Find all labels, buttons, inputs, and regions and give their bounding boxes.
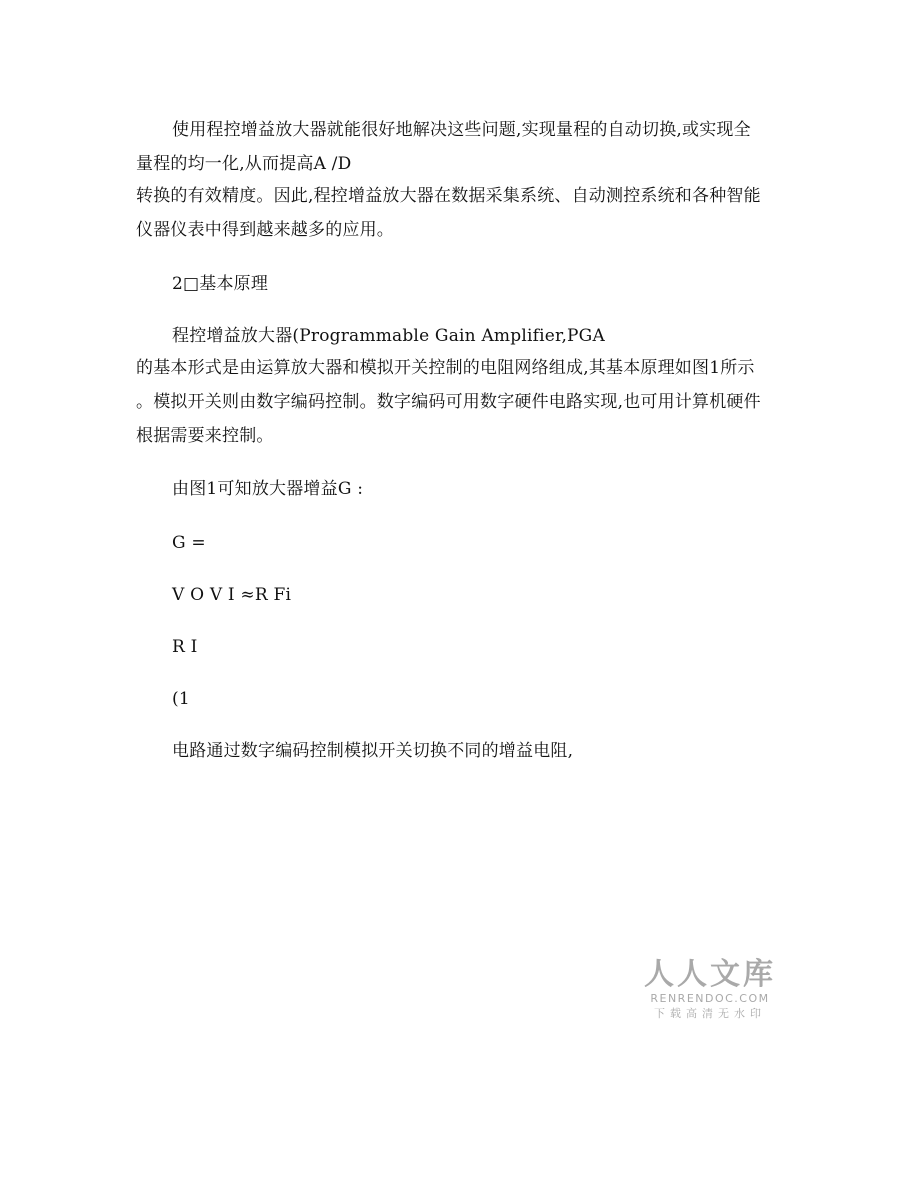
paragraph-line: 转换的有效精度。因此,程控增益放大器在数据采集系统、自动测控系统和各种智能 [136, 186, 761, 206]
watermark-title: 人人文库 [644, 957, 776, 992]
paragraph-line: 使用程控增益放大器就能很好地解决这些问题,实现量程的自动切换,或实现全 [172, 120, 751, 140]
formula-line: R I [172, 637, 198, 657]
watermark-domain: RENRENDOC.COM [650, 992, 770, 1005]
paragraph-line: 仪器仪表中得到越来越多的应用。 [136, 220, 394, 240]
paragraph-line: 由图1可知放大器增益G : [172, 479, 364, 499]
paragraph-line: 量程的均一化,从而提高A /D [136, 154, 352, 174]
paragraph-line: 程控增益放大器(Programmable Gain Amplifier,PGA [172, 326, 605, 346]
formula-line: V O V I ≈R Fi [172, 585, 292, 605]
paragraph-line: 的基本形式是由运算放大器和模拟开关控制的电阻网络组成,其基本原理如图1所示 [136, 358, 755, 378]
watermark-logo [640, 958, 780, 1022]
paragraph-line: 。模拟开关则由数字编码控制。数字编码可用数字硬件电路实现,也可用计算机硬件 [136, 392, 761, 412]
watermark-tagline: 下载高清无水印 [654, 1007, 766, 1020]
paragraph-line: 根据需要来控制。 [136, 426, 274, 446]
section-heading: 2□基本原理 [172, 274, 269, 294]
paragraph-line: 电路通过数字编码控制模拟开关切换不同的增益电阻, [172, 741, 574, 761]
formula-line: (1 [172, 689, 190, 709]
formula-line: G = [172, 533, 206, 553]
